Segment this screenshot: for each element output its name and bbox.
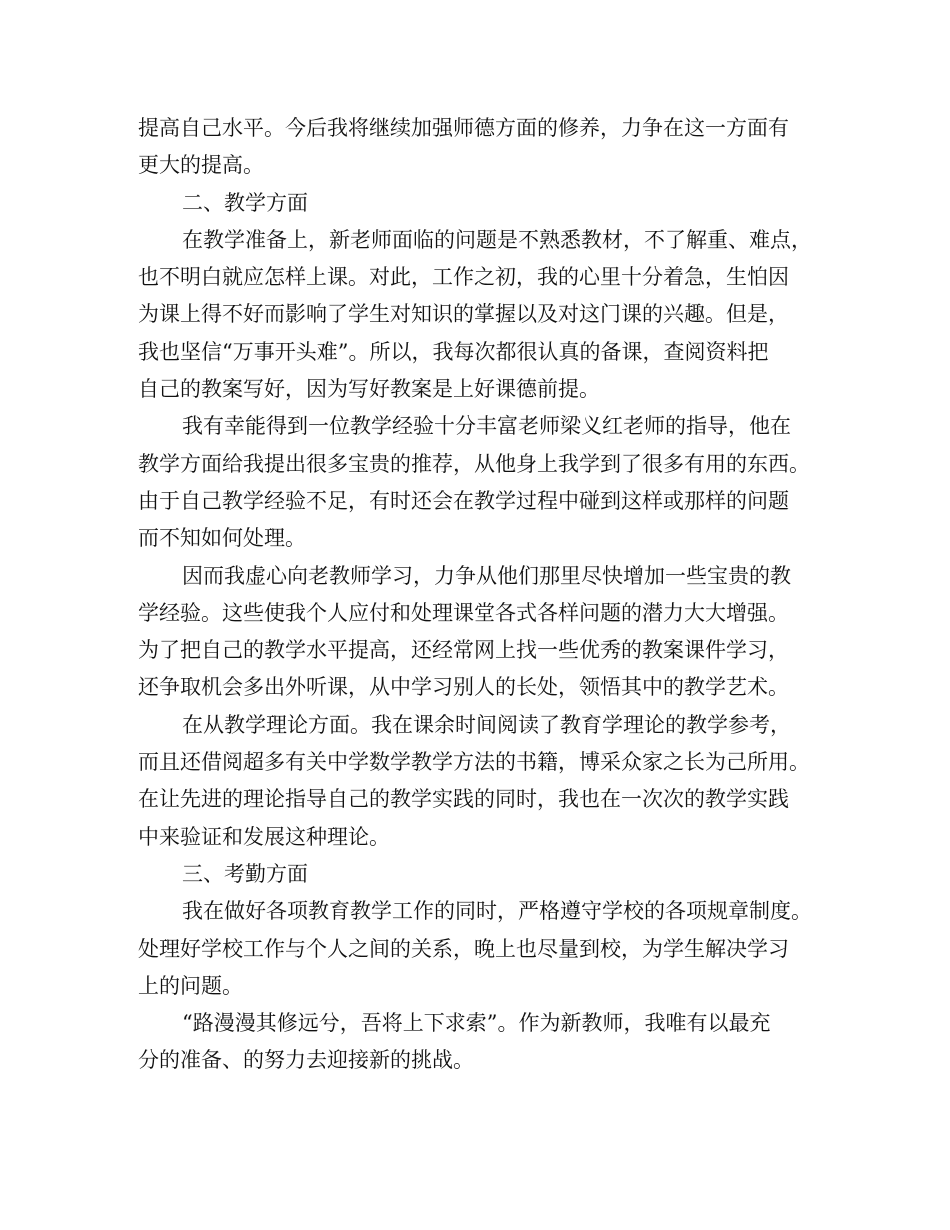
paragraph-start: 我有幸能得到一位教学经验十分丰富老师梁义红老师的指导，他在 (182, 414, 791, 439)
text-line: 还争取机会多出外听课，从中学习别人的长处，领悟其中的教学艺术。 (138, 675, 789, 700)
text-line: 更大的提高。 (138, 153, 264, 178)
text-line: 中来验证和发展这种理论。 (138, 824, 390, 849)
section-heading-attendance: 三、考勤方面 (182, 861, 308, 886)
document-body (138, 110, 828, 1080)
text-line: 而不知如何处理。 (138, 526, 306, 551)
text-line: 在让先进的理论指导自己的教学实践的同时，我也在一次次的教学实践 (138, 787, 789, 812)
text-line: 学经验。这些使我个人应付和处理课堂各式各样问题的潜力大大增强。 (138, 600, 789, 625)
paragraph-start: 因而我虚心向老教师学习，力争从他们那里尽快增加一些宝贵的教 (182, 563, 791, 588)
section-heading-teaching: 二、教学方面 (182, 190, 308, 215)
paragraph-start: 在教学准备上，新老师面临的问题是不熟悉教材，不了解重、难点， (182, 227, 812, 252)
text-line: 教学方面给我提出很多宝贵的推荐，从他身上我学到了很多有用的东西。 (138, 451, 810, 476)
paragraph-start: “路漫漫其修远兮，吾将上下求索”。作为新教师，我唯有以最充 (182, 1011, 771, 1036)
text-line: 为课上得不好而影响了学生对知识的掌握以及对这门课的兴趣。但是， (138, 302, 789, 327)
paragraph-start: 在从教学理论方面。我在课余时间阅读了教育学理论的教学参考， (182, 712, 791, 737)
text-line: 为了把自己的教学水平提高，还经常网上找一些优秀的教案课件学习， (138, 638, 789, 663)
text-line: 分的准备、的努力去迎接新的挑战。 (138, 1048, 474, 1073)
text-line: 上的问题。 (138, 973, 243, 998)
text-line: 而且还借阅超多有关中学数学教学方法的书籍，博采众家之长为己所用。 (138, 750, 810, 775)
text-line: 由于自己教学经验不足，有时还会在教学过程中碰到这样或那样的问题 (138, 488, 789, 513)
text-line: 自己的教案写好，因为写好教案是上好课德前提。 (138, 377, 600, 402)
text-line: 提高自己水平。今后我将继续加强师德方面的修养，力争在这一方面有 (138, 116, 789, 140)
text-line: 处理好学校工作与个人之间的关系，晚上也尽量到校，为学生解决学习 (138, 936, 789, 961)
paragraph-start: 我在做好各项教育教学工作的同时，严格遵守学校的各项规章制度。 (182, 899, 812, 924)
text-line: 我也坚信“万事开头难”。所以，我每次都很认真的备课，查阅资料把 (138, 339, 769, 364)
text-line: 也不明白就应怎样上课。对此，工作之初，我的心里十分着急，生怕因 (138, 265, 789, 290)
